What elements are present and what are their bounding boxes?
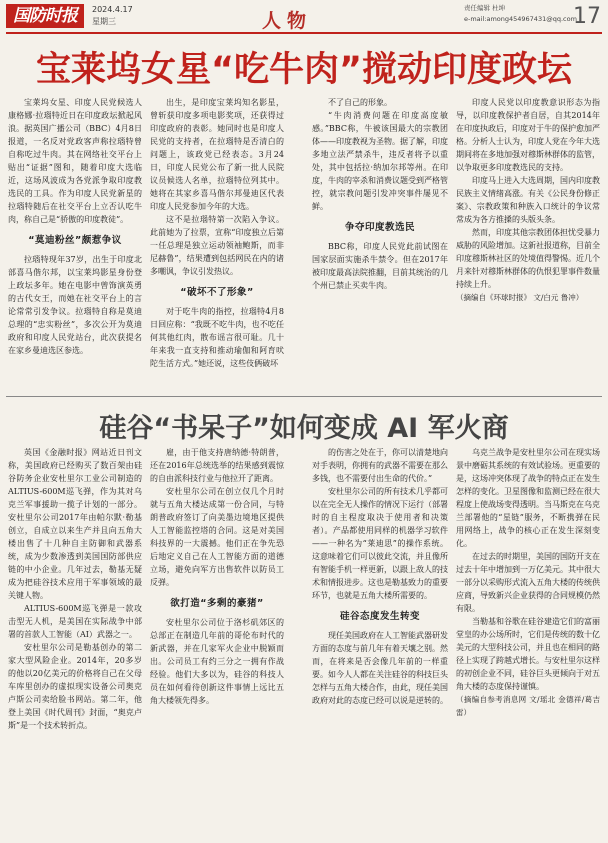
paragraph: 安杜里尔公司位于洛杉矶郊区的总部正在制造几年前的哥伦布时代的新武器，并在几家军火企业中脱颖而出。公司员工有约三分之一拥有作战经验。他们大多以为，硅谷的科技人员在如何看待创新这件事情上远比五角大楼领先得多。 <box>150 618 284 705</box>
paragraph: 安杜里尔公司的所有技术几乎都可以在完全无人操作的情况下运行（部署时的自主程度取决于使用者和决策者）。产品都使用同样的机器学习软件——一种名为“莱迪思”的操作系统。这意味着它们可以彼此交流，并且像所有智能手机一样更新，以跟上敌人的技术和情报进步。这也是勒基致力的重要环节，也就是五角大楼所需要的。 <box>312 487 448 600</box>
paragraph: 安杜里尔公司在创立仅几个月时就与五角大楼达成第一份合同，与特朗普政府签订了向美墨边境地区提供人工智能监控塔的合同。这是对美国科技界的一大震撼。他们正在争先恐后地定义自己在人工智能方面的道德立场，避免向军方出售软件以防员工反弹。 <box>150 487 284 587</box>
page-number: 17 <box>573 4 601 29</box>
paragraph: 这不是拉瑙特第一次陷入争议。此前她为了拉票，宣称“印度独立后第一任总理是独立运动领袖鲍斯，而非尼赫鲁”，结果遭到包括网民在内的诸多嘲讽，争议引发热议。 <box>150 215 284 276</box>
paragraph: 现任美国政府在人工智能武器研发方面的态度与前几年有着天壤之别。然而，在将来是否会像几年前的一样重要。如今人人都在关注硅谷的科技巨头怎样与五角大楼合作，由此，现任美国政府对此的态度已经可以说是逆转的。 <box>312 631 448 705</box>
article2-headline: 硅谷“书呆子”如何变成 AI 军火商 <box>99 413 509 444</box>
article1-col1 <box>8 96 142 392</box>
paragraph: “牛肉消费问题在印度高度敏感。”BBC称，牛被该国最大的宗教团体——印度教视为圣物。据了解，印度多地立法严禁杀牛，违反者将予以重处，其中包括拉·纳加尔邦等州。在印度，牛肉的宰杀和消费议题受到严格管控，就宗教问题引发冲突事件屡见不鲜。 <box>312 111 448 211</box>
paragraph: 的伤害之处在于，你可以清楚地向对手表明，你拥有的武器不需要在那么多钱，也不需要付出生命的代价。” <box>312 448 448 483</box>
paragraph: ALTIUS-600M巡飞弹是一款攻击型无人机，是美国在实际战争中部署的首款人工智能（AI）武器之一。 <box>8 604 142 639</box>
article1-headline: 宝莱坞女星“吃牛肉”搅动印度政坛 <box>35 50 572 90</box>
article-credit: （摘编自《环球时报》 文/白元 鲁冲） <box>456 293 584 302</box>
subheading: 争夺印度教选民 <box>344 222 415 233</box>
paragraph: 乌克兰战争是安杜里尔公司在现实场景中磨砺其系统的有效试验场。更重要的是，这场冲突体现了战争的特点正在发生怎样的变化。卫星图像和监测已经在很大程度上使战场变得透明。当马斯克在乌克兰部署他的“星链”服务，不断携弹在民用网络上，战争的核心正在发生深刻变化。 <box>456 448 600 548</box>
paragraph: 安杜里尔公司是勒基创办的第二家大型风险企业。2014年，20多岁的他以20亿美元的价格将自己在父母车库里创办的虚拟现实设备公司奥克卢斯公司卖给脸书网站。第二年，他登上美国《时代周刊》封面，“奥克卢斯”是一个技术转折点。 <box>8 643 142 730</box>
editor-info <box>464 3 577 25</box>
article1-col2 <box>150 96 284 392</box>
article-divider <box>6 396 602 397</box>
subheading: “莫迪粉丝”颇惹争议 <box>28 235 122 246</box>
article1-col4 <box>456 96 600 392</box>
issue-date <box>92 4 133 28</box>
date-text: 2024.4.17 <box>92 5 133 14</box>
paragraph: 拉瑙特现年37岁，出生于印度北部喜马偕尔邦，以宝莱坞影星身份登上政坛多年。她在电影中曾饰演英勇的古代女王，而她在社交平台上的言论常常引发争议。拉瑙特自称是莫迪总理的“忠实粉丝”，多次公开为莫迪政府和印度人民党站台，此次获提名在家乡曼迪选区参选。 <box>8 255 142 355</box>
weekday-text: 星期三 <box>92 17 116 26</box>
paragraph: 印度马上进入大选周期，国内印度教民族主义情绪高涨。有关《公民身份修正案》、宗教政策和种族入口统计的争议常常成为各方推搡的头版头条。 <box>456 176 600 224</box>
editor-email: e-mail:among454967431@qq.com <box>464 15 577 23</box>
paragraph: 英国《金融时报》网站近日刊文称，美国政府已经购买了数百架由硅谷防务企业安杜里尔工业公司制造的ALTIUS-600M巡飞弹，作为其对乌克兰军事援助一揽子计划的一部分。安杜里尔公司2017年由帕尔默·勒基创立，自成立以来生产并且向五角大楼出售了十几种自主防御和武器系统，成为少数渗透到美国国防部供应链的中小企业。几年过去，勒基无疑成为把硅谷技术应用于军事领域的最关键人物。 <box>8 448 142 600</box>
paragraph: 宝莱坞女星、印度人民党候选人康格娜·拉瑙特近日在印度政坛掀起风浪。据英国广播公司（BBC）4月8日报道，一名反对党政客声称拉瑙特曾自称吃过牛肉。其在网络社交平台上贴出“证据”图和，随着印度大选临近，这场风波成为各党派争取印度教选民的工具。作为印度人民党新星的拉瑙特随后在社交平台上立否认吃牛肉，称自己是“骄傲的印度教徒”。 <box>8 98 142 224</box>
article-credit: （摘编自参考消息网 文/瑶北 金德祥/葛吉雷） <box>456 695 600 717</box>
subheading: 欲打造“多剩的豪猪” <box>170 598 264 609</box>
subheading: “破坏不了形象” <box>180 287 254 298</box>
masthead <box>0 0 608 34</box>
editor-name: 责任编辑 杜坤 <box>464 4 506 12</box>
article2-col4 <box>456 446 600 838</box>
paragraph: 印度人民党以印度教意识形态为指导，以印度教保护者自居，自其2014年在印度执政后，印度对于牛的保护愈加严格。分析人士认为，印度人党在今年大选期间将在多地加强对穆斯林群体的监管，以争取更多印度教选民的支持。 <box>456 98 600 172</box>
newspaper-logo: 国防时报 <box>6 4 84 28</box>
paragraph: BBC称，印度人民党此前试图在国家层面实施杀牛禁令。但在2017年被印度最高法院推翻，目前其统治的几个州已禁止买卖牛肉。 <box>312 242 448 290</box>
paragraph: 对于吃牛肉的指控，拉瑙特4月8日回应称：“我既不吃牛肉，也不吃任何其他红肉，散布谣言很可耻。几十年来我一直支持和推动瑜伽和阿育吠陀生活方式。”她还说，这些伎俩破坏 <box>150 307 284 368</box>
paragraph: 不了自己的形象。 <box>328 98 392 107</box>
subheading: 硅谷态度发生转变 <box>339 611 420 622</box>
paragraph: 在过去的时期里，美国的国防开支在过去十年中增加到一万亿美元。其中很大一部分以采购形式流入五角大楼的传统供应商，导致新兴企业获得的合同规模仍然有限。 <box>456 552 600 613</box>
article2-col3 <box>312 446 448 838</box>
article1-col3 <box>312 96 448 392</box>
paragraph: 当勒基和谷歌在硅谷建造它们的富丽堂皇的办公场所时，它们是传统的数十亿美元的大型科技公司，并且也在相同的路径上实现了跨越式增长。与安杜里尔这样的初创企业不同，硅谷巨头更倾向于对五角大楼的态度保持谨慎。 <box>456 617 600 691</box>
masthead-rule <box>6 32 602 34</box>
section-title: 人物 <box>262 10 313 32</box>
paragraph: 然而，印度其他宗教团体担忧受暴力威胁的风险增加。这新社报道称，目前全印度穆斯林社区的处境值得警惕。近几个月来针对穆斯林群体的仇恨犯罪事件数量持续上升。 <box>456 228 600 289</box>
article2-col2 <box>150 446 284 838</box>
paragraph: 出生，是印度宝莱坞知名影星，曾斩获印度多项电影奖项，还获得过印度政府的表彰。她同时也是印度人民党的支持者，在拉瑙特是否清白的问题上，该政党已经表态。3月24日，印度人民党公布了新一批人民院议员候选人名单，拉瑙特位列其中。她将在其家乡喜马偕尔邦曼迪区代表印度人民党参加今年的大选。 <box>150 98 284 211</box>
article2-col1 <box>8 446 142 838</box>
paragraph: 雇，由于他支持唐纳德·特朗普，还在2016年总统选举的结果感到震惊的自由派科技行业与他拉开了距离。 <box>150 448 284 483</box>
